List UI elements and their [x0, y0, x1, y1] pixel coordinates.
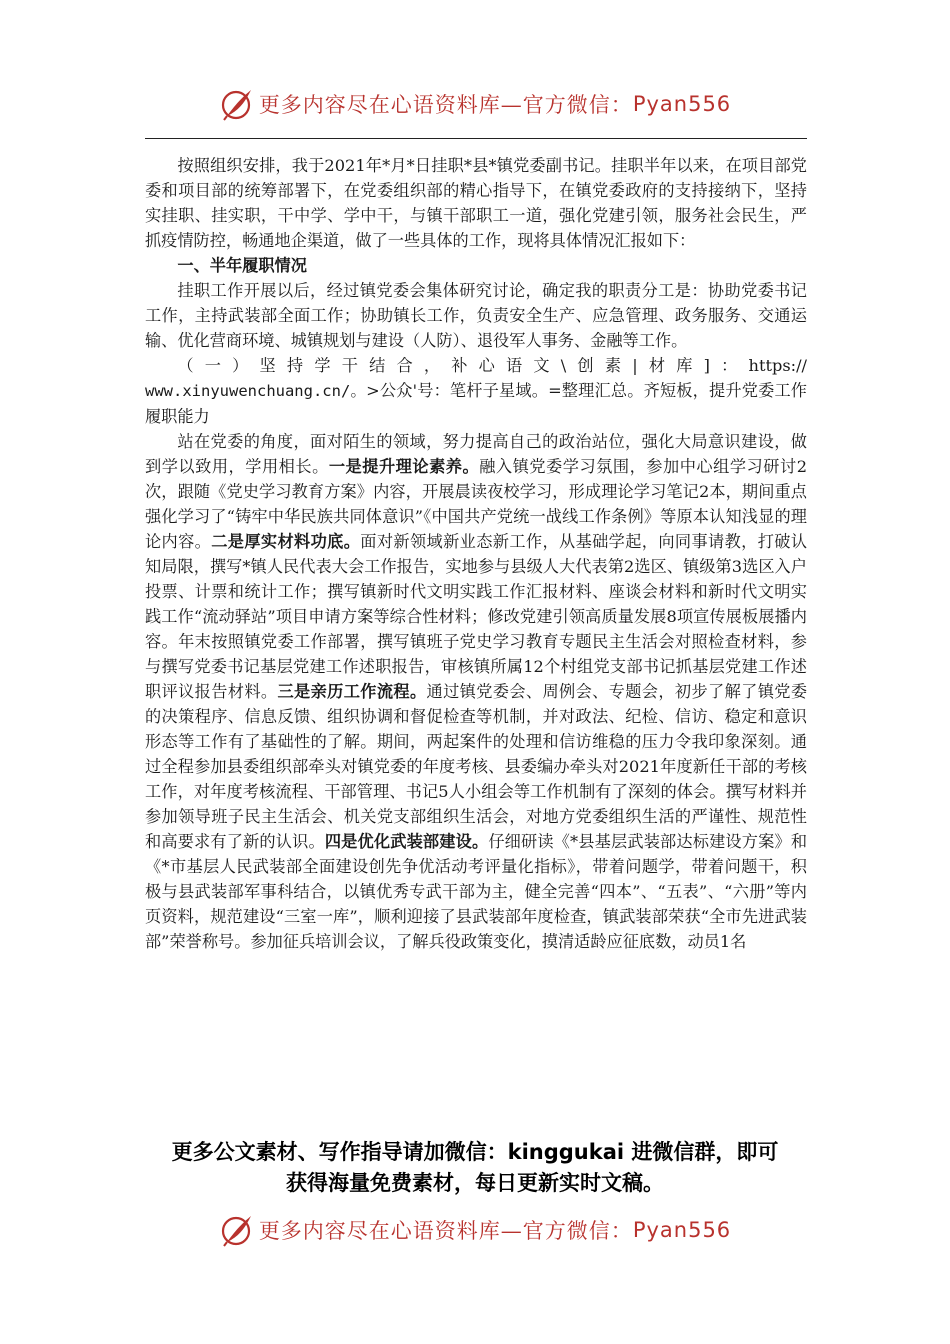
heading-url: www.xinyuwenchuang.cn/。	[145, 382, 367, 400]
subsection-heading-1-line2	[145, 378, 807, 429]
header-banner-id: Pyan556	[632, 92, 732, 116]
keyword-2: 二是厚实材料功底。	[211, 532, 361, 551]
header-banner-text: 更多内容尽在心语资料库—官方微信：	[258, 93, 633, 117]
heading-rest: >公众'号：笔杆子星域。=整理汇总。齐短板，提升党委工作履职能力	[145, 381, 807, 426]
section-heading-1: 一、半年履职情况	[177, 256, 307, 275]
keyword-1: 一是提升理论素养。	[328, 457, 480, 476]
paragraph-intro: 按照组织安排，我于2021年*月*日挂职*县*镇党委副书记。挂职半年以来，在项目部党委和项目部的统筹部署下，在党委组织部的精心指导下，在镇党委政府的支持接纳下，坚持实挂职、挂实职，干中学、学中干，与镇干部职工一道，强化党建引领，服务社会民生，严抓疫情防控，畅通地企渠道，做了一些具体的工作，现将具体情况汇报如下：	[145, 156, 807, 250]
text-run: 仔细研读《*县基层武装部达标建设方案》和《*市基层人民武装部全面建设创先争优活动考评量化指标》，带着问题学，带着问题干，积极与县武装部军事科结合，以镇优秀专武干部为主，健全完善“四本”、“五表”、“六册”等内页资料，规范建设“三室一库”，顺利迎接了县武装部年度检查，镇武装部荣获“全市先进武装部”荣誉称号。参加征兵培训会议，了解兵役政策变化，摸清适龄应征底数，动员1名	[145, 832, 808, 951]
footer-banner-id: Pyan556	[632, 1218, 732, 1242]
quill-pen-icon	[219, 86, 255, 122]
promo-line-1: 更多公文素材、写作指导请加微信：kinggukai 进微信群，即可	[171, 1140, 779, 1164]
paragraph-study-work	[145, 429, 807, 954]
text-run: 融入镇党委学习氛围，参加中心组学习研讨2次，跟随《党史学习教育方案》内容，开展晨读夜校学习，形成理论学习笔记2本，期间重点强化学习了“铸牢中华民族共同体意识”《中国共产党统一战线工作条例》等原本认知浅显的理论内容。	[145, 457, 807, 551]
document-body	[145, 153, 807, 954]
header-watermark-banner	[0, 84, 950, 124]
promo-line-2: 获得海量免费素材，每日更新实时文稿。	[286, 1171, 664, 1195]
keyword-4: 四是优化武装部建设。	[324, 832, 489, 851]
promo-notice	[60, 1137, 890, 1199]
subsection-heading-1-line1: （一）坚持学干结合，补心语文\创素|材库]：https://	[177, 356, 807, 375]
text-run: 通过镇党委会、周例会、专题会，初步了解了镇党委的决策程序、信息反馈、组织协调和督促检查等机制，并对政法、纪检、信访、稳定和意识形态等工作有了基础性的了解。期间，两起案件的处理和信访维稳的压力令我印象深刻。通过全程参加县委组织部牵头对镇党委的年度考核、县委编办牵头对2021年度新任干部的考核工作，对年度考核流程、干部管理、书记5人小组会等工作机制有了深刻的体会。撰写材料并参加领导班子民主生活会、机关党支部组织生活会，对地方党委组织生活的严谨性、规范性和高要求有了新的认识。	[145, 682, 808, 851]
footer-banner-text: 更多内容尽在心语资料库—官方微信：	[258, 1219, 633, 1243]
paragraph-duties: 挂职工作开展以后，经过镇党委会集体研究讨论，确定我的职责分工是：协助党委书记工作，主持武装部全面工作；协助镇长工作，负责安全生产、应急管理、政务服务、交通运输、优化营商环境、城镇规划与建设（人防）、退役军人事务、金融等工作。	[145, 281, 807, 350]
keyword-3: 三是亲历工作流程。	[277, 682, 427, 701]
quill-pen-icon	[219, 1212, 255, 1248]
footer-watermark-banner	[0, 1210, 950, 1250]
text-run: 站在党委的角度，面对陌生的领域，努力提高自己的政治站位，强化大局意识建设，做到学以致用，学用相长。	[145, 432, 807, 476]
header-divider	[145, 138, 807, 139]
text-run: 面对新领域新业态新工作，从基础学起，向同事请教，打破认知局限，撰写*镇人民代表大会工作报告，实地参与县级人大代表第2选区、镇级第3选区入户投票、计票和统计工作；撰写镇新时代文明实践工作汇报材料、座谈会材料和新时代文明实践工作“流动驿站”项目申请方案等综合性材料；修改党建引领高质量发展8项宣传展板展播内容。年末按照镇党委工作部署，撰写镇班子党史学习教育专题民主生活会对照检查材料，参与撰写党委书记基层党建工作述职报告，审核镇所属12个村组党支部书记抓基层党建工作述职评议报告材料。	[145, 532, 808, 701]
